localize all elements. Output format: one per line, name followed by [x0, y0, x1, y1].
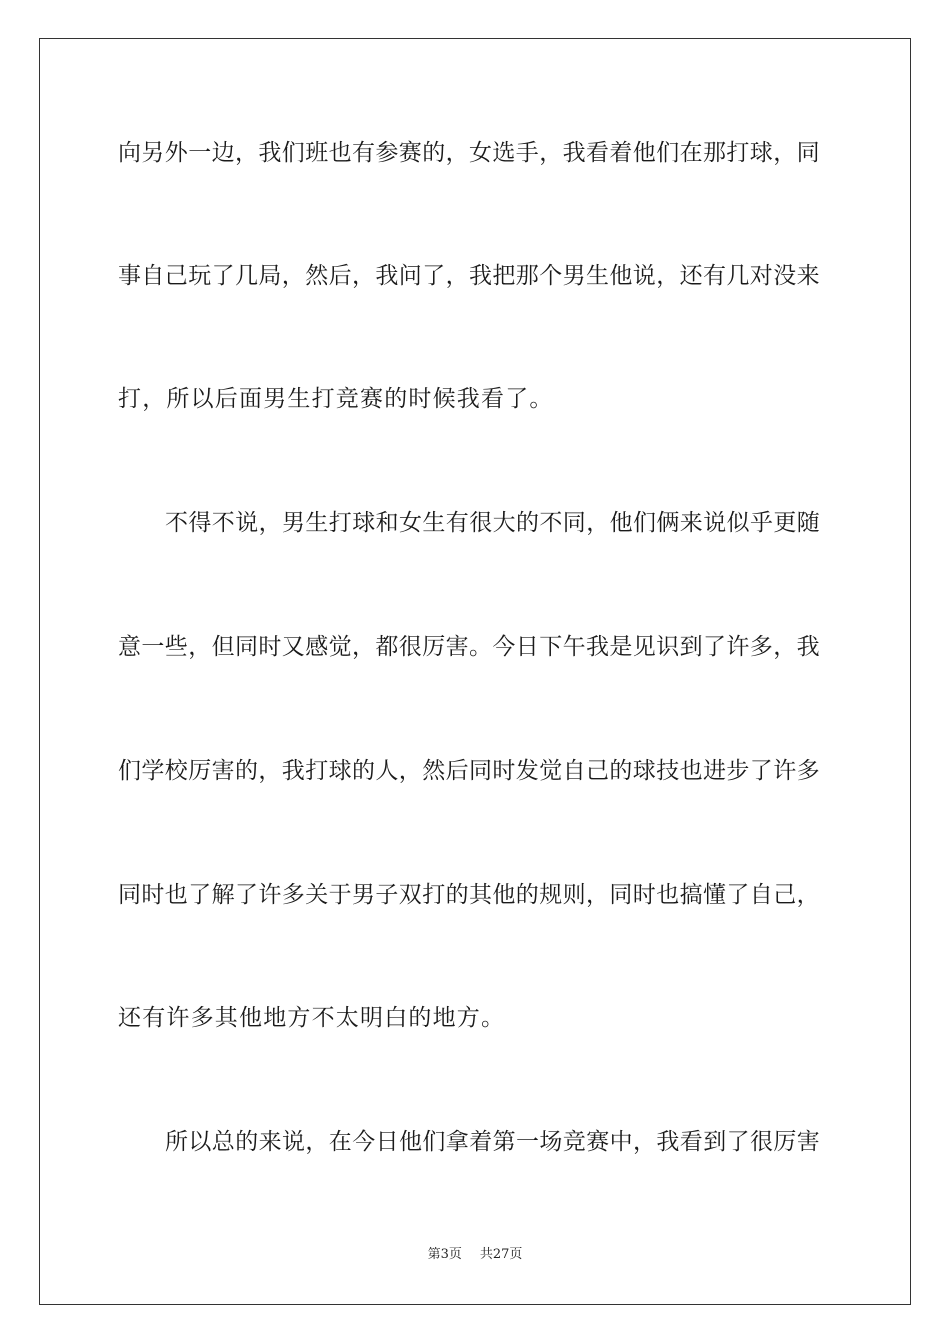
page-total: 共27页	[479, 1247, 523, 1262]
text-line-8: 还有许多其他地方不太明白的地方。	[118, 1005, 506, 1031]
page-number: 第3页	[427, 1247, 462, 1262]
text-line-3: 打，所以后面男生打竞赛的时候我看了。	[118, 386, 554, 412]
text-line-1: 向另外一边，我们班也有参赛的，女选手，我看着他们在那打球，同	[118, 140, 820, 166]
text-line-5: 意一些，但同时又感觉，都很厉害。今日下午我是见识到了许多，我	[118, 634, 820, 660]
text-line-6: 们学校厉害的，我打球的人，然后同时发觉自己的球技也进步了许多	[118, 758, 820, 784]
page-footer	[0, 1246, 950, 1264]
page-border	[39, 38, 911, 1305]
text-line-2: 事自己玩了几局，然后，我问了，我把那个男生他说，还有几对没来	[118, 263, 820, 289]
text-line-7: 同时也了解了许多关于男子双打的其他的规则，同时也搞懂了自己，	[118, 882, 820, 908]
text-line-4-paragraph-start: 不得不说，男生打球和女生有很大的不同，他们俩来说似乎更随	[165, 510, 821, 536]
text-line-9-paragraph-start: 所以总的来说，在今日他们拿着第一场竞赛中，我看到了很厉害	[165, 1129, 821, 1155]
